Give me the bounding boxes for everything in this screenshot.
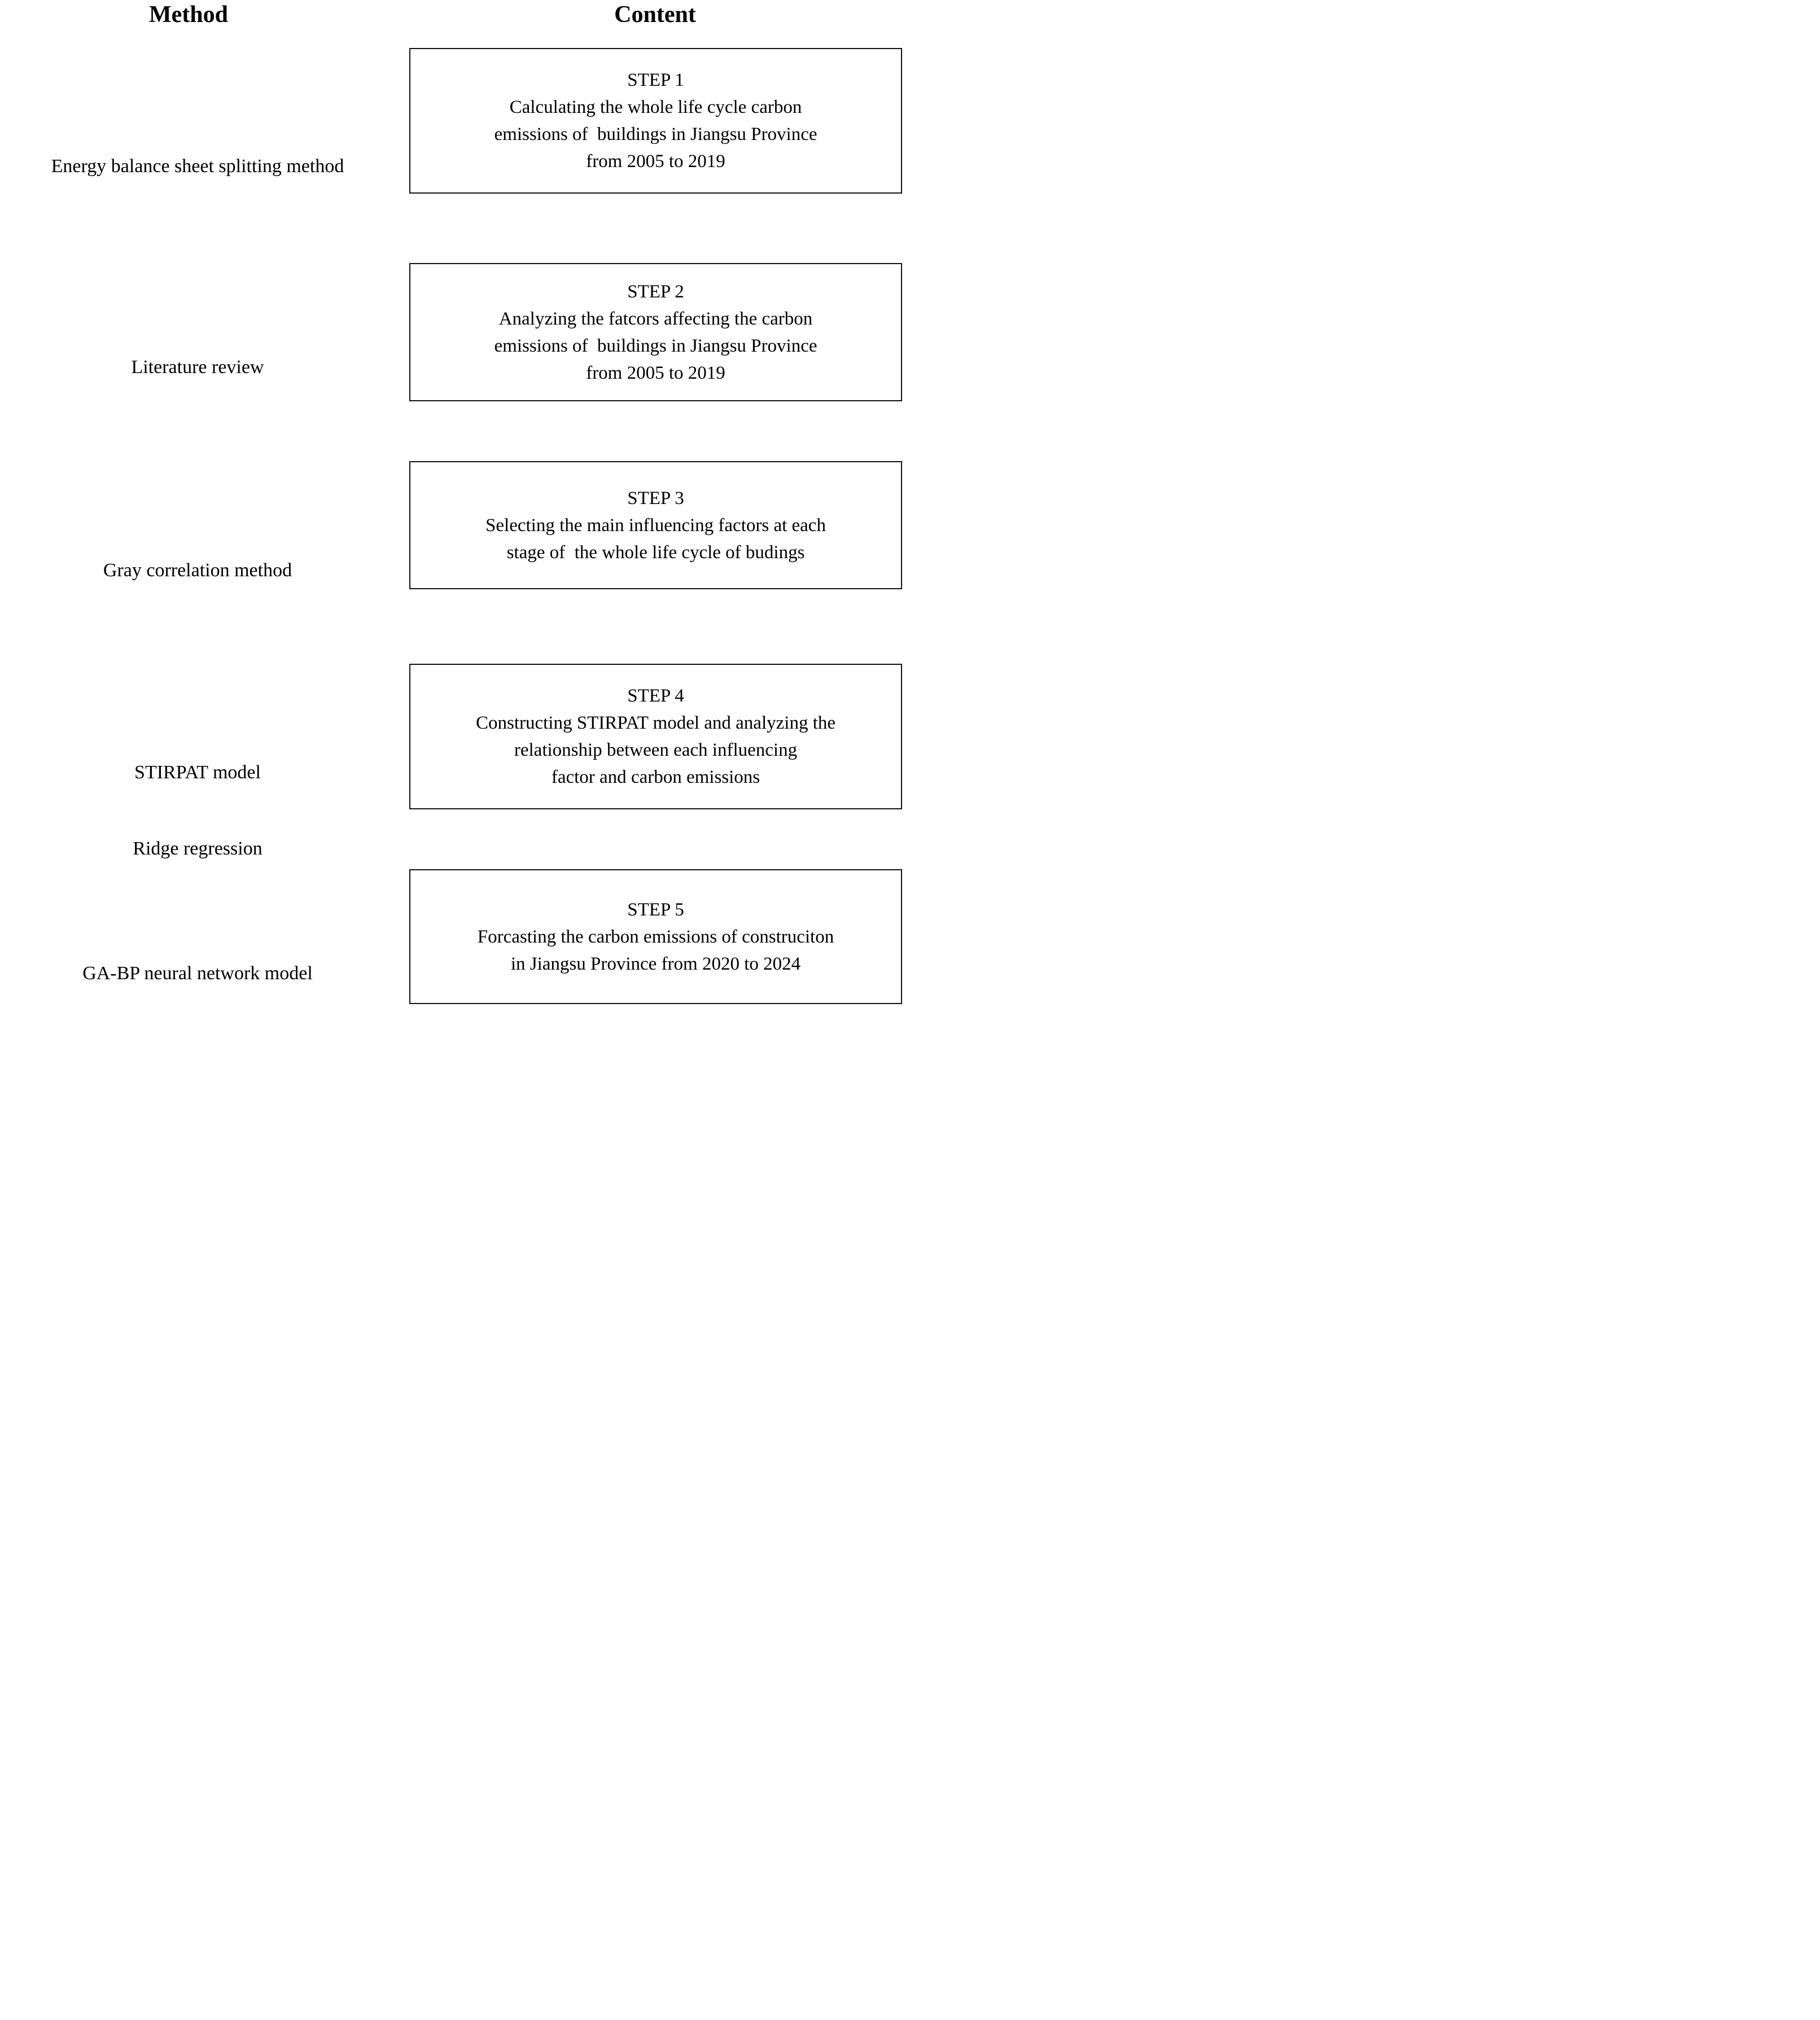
method-label-5 — [0, 910, 395, 1037]
step-line: emissions of buildings in Jiangsu Province — [494, 124, 817, 144]
method-label-text: Literature review — [131, 357, 264, 378]
step-box-3 — [409, 461, 902, 589]
step-line: from 2005 to 2019 — [586, 151, 725, 172]
step-box-4 — [409, 664, 902, 809]
step-title: STEP 4 — [627, 686, 684, 706]
step-line: Forcasting the carbon emissions of construciton — [477, 926, 834, 947]
step-box-1 — [409, 48, 902, 194]
step-title: STEP 3 — [627, 488, 684, 509]
step-line: emissions of buildings in Jiangsu Province — [494, 335, 817, 356]
column-header-content: Content — [614, 2, 696, 28]
step-line: relationship between each influencing — [514, 740, 798, 760]
method-label-2 — [0, 304, 395, 431]
method-label-4 — [0, 709, 395, 912]
step-title: STEP 5 — [627, 899, 684, 920]
method-label-text: Gray correlation method — [103, 560, 292, 581]
step-line: Selecting the main influencing factors at each — [485, 515, 826, 536]
step-line: Analyzing the fatcors affecting the carbon — [498, 308, 813, 329]
step-line: Constructing STIRPAT model and analyzing the — [475, 713, 836, 733]
step-line: stage of the whole life cycle of budings — [506, 542, 805, 563]
method-label-text: GA-BP neural network model — [82, 963, 313, 984]
method-label-3 — [0, 507, 395, 634]
step-box-5 — [409, 869, 902, 1004]
method-label-text: Energy balance sheet splitting method — [51, 156, 344, 177]
column-header-method: Method — [149, 2, 228, 28]
step-line: factor and carbon emissions — [551, 767, 760, 787]
step-title: STEP 2 — [627, 281, 684, 302]
step-line: Calculating the whole life cycle carbon — [509, 97, 802, 117]
step-line: in Jiangsu Province from 2020 to 2024 — [510, 953, 801, 974]
figure-canvas — [0, 0, 910, 1010]
method-label-text: STIRPAT model — [134, 762, 261, 783]
method-label-text: Ridge regression — [133, 838, 262, 859]
step-title: STEP 1 — [627, 70, 684, 90]
step-line: from 2005 to 2019 — [586, 362, 725, 383]
step-box-2 — [409, 263, 902, 401]
method-label-1 — [0, 103, 395, 230]
